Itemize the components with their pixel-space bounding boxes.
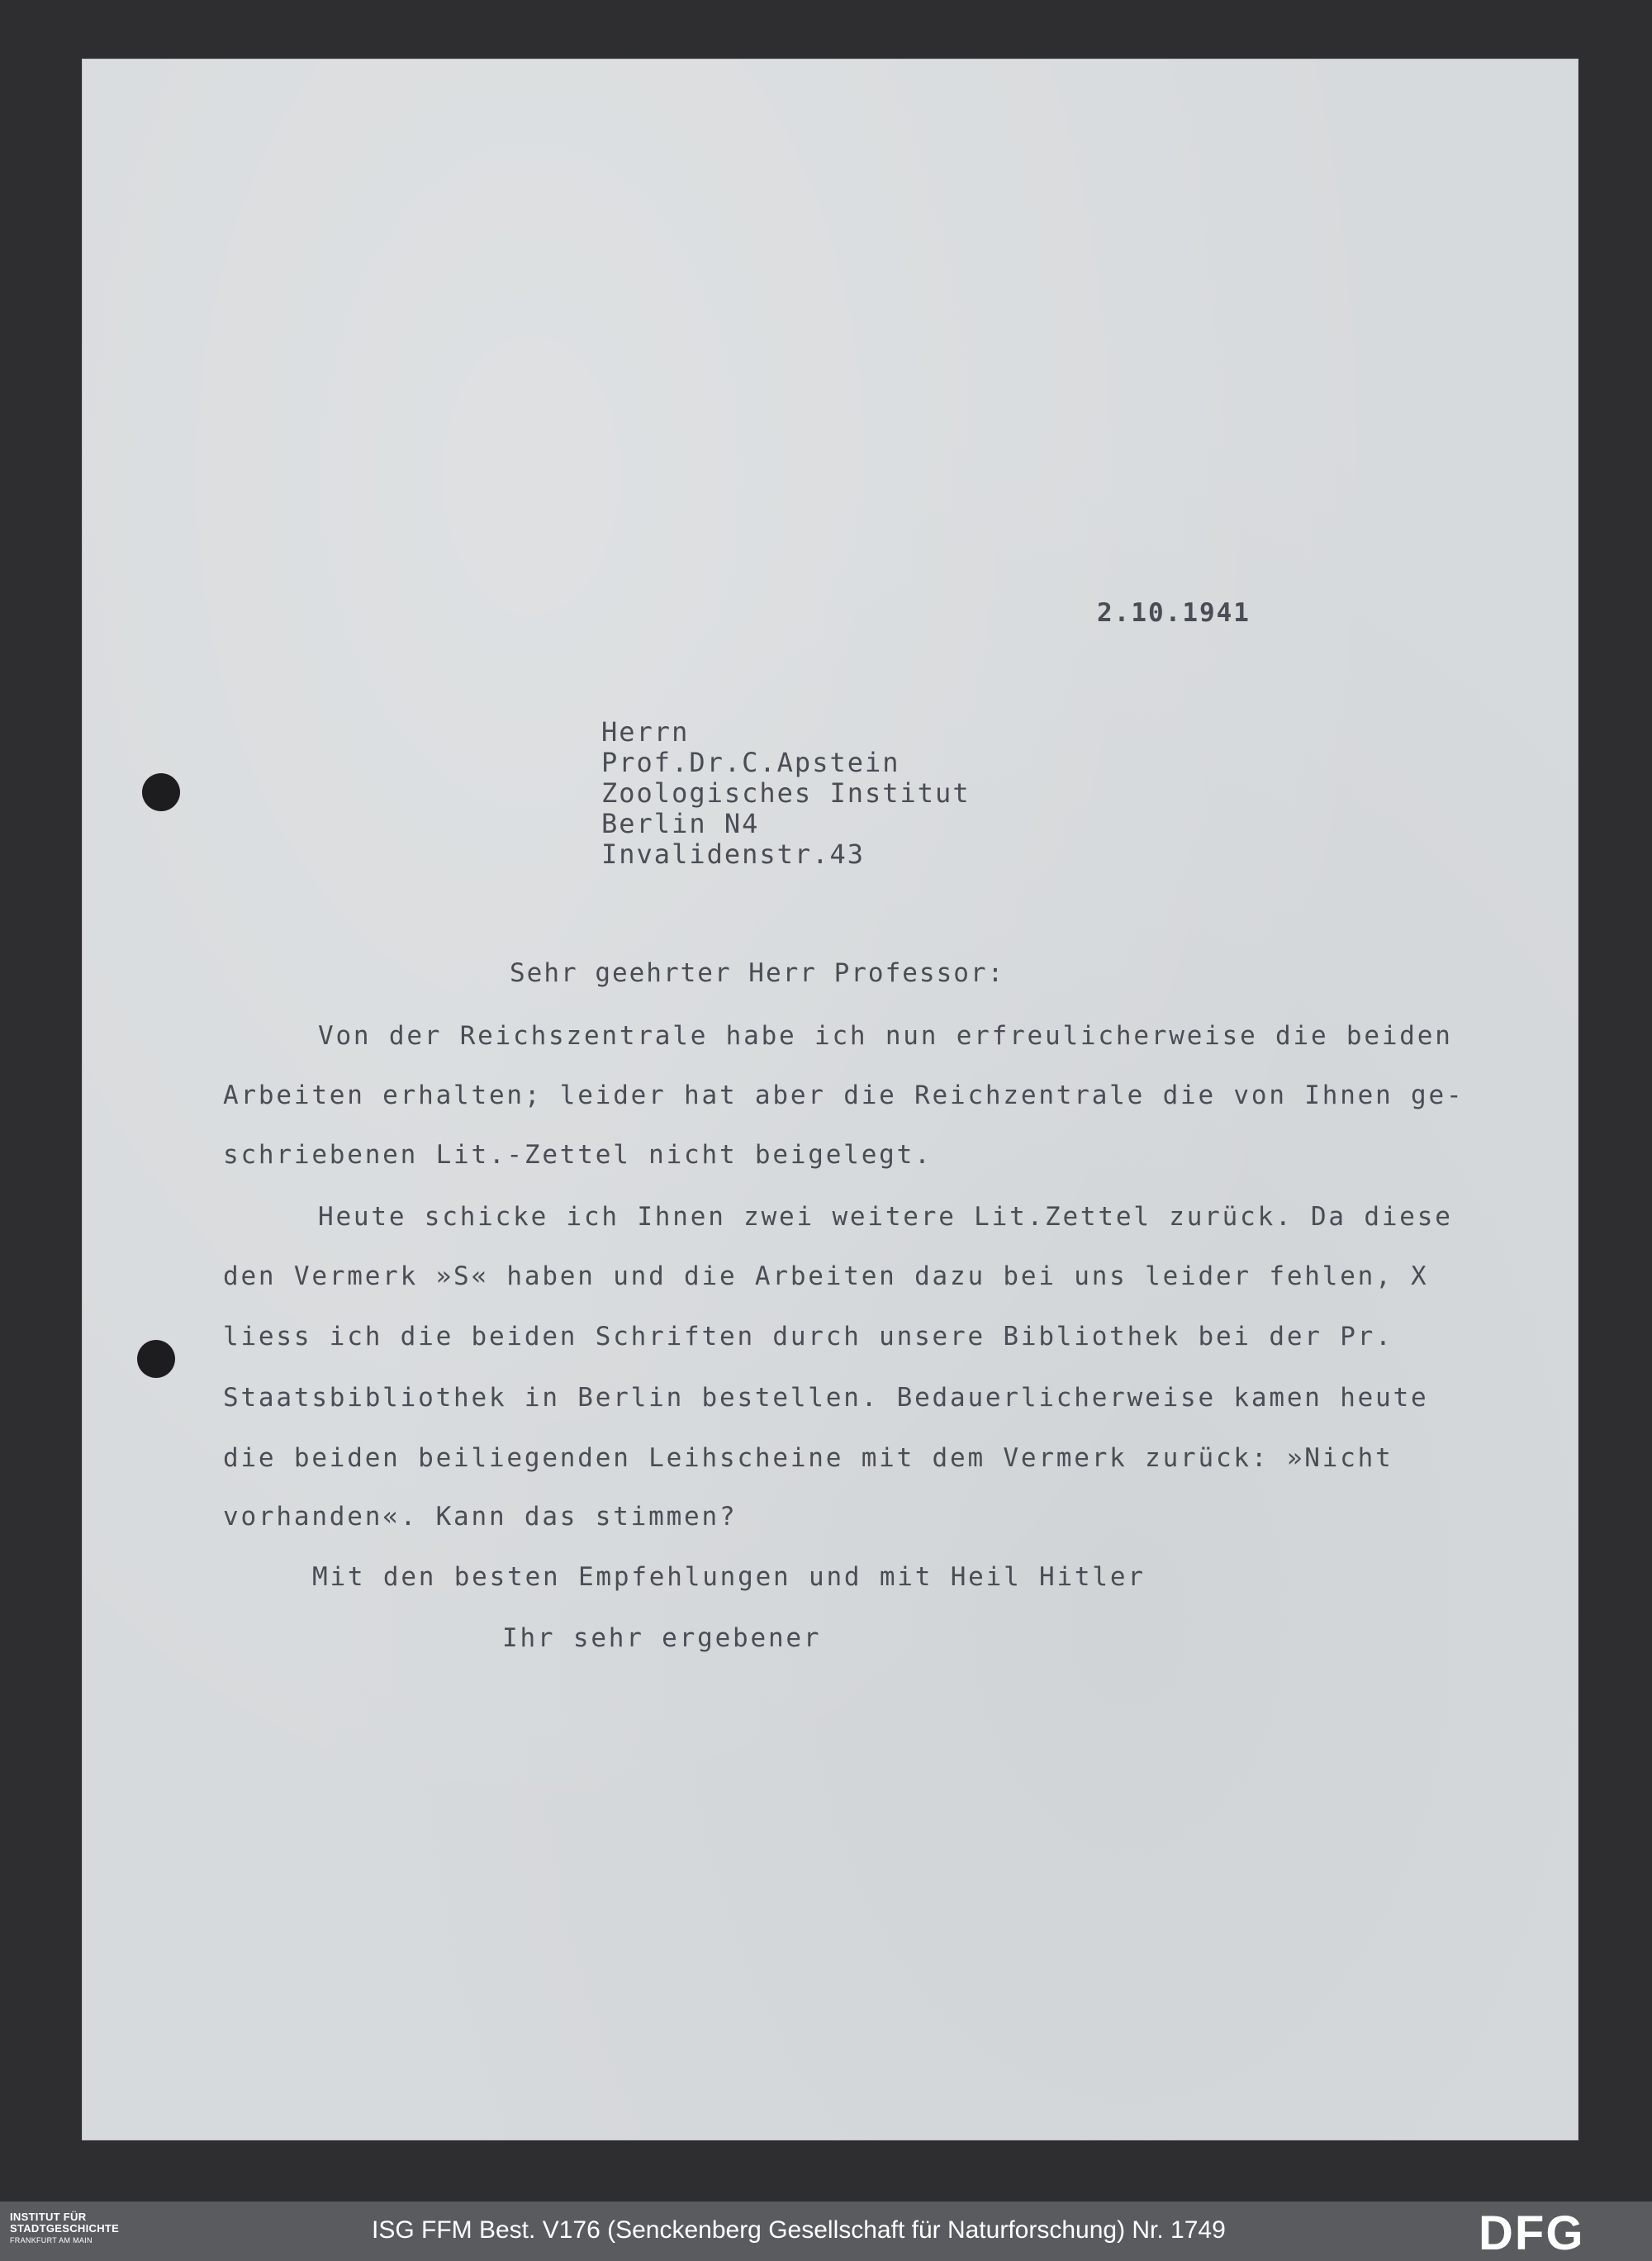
body-line: Von der Reichszentrale habe ich nun erfreulicherweise die beiden [318, 1021, 1453, 1051]
address-line: Prof.Dr.C.Apstein [601, 747, 900, 778]
punch-hole-bottom [137, 1340, 175, 1378]
address-line: Zoologisches Institut [601, 777, 971, 809]
body-line: schriebenen Lit.-Zettel nicht beigelegt. [223, 1140, 933, 1170]
institute-name-line: INSTITUT FÜR [10, 2211, 87, 2223]
address-line: Invalidenstr.43 [601, 838, 865, 870]
body-line: den Vermerk »S« haben und die Arbeiten dazu bei uns leider fehlen, X [223, 1261, 1429, 1291]
salutation: Sehr geehrter Herr Professor: [510, 958, 1005, 988]
archive-caption: ISG FFM Best. V176 (Senckenberg Gesellschaft für Naturforschung) Nr. 1749 [372, 2216, 1226, 2244]
institute-logo [10, 2211, 119, 2246]
address-line: Berlin N4 [601, 808, 760, 839]
body-line: Staatsbibliothek in Berlin bestellen. Bedauerlicherweise kamen heute [223, 1383, 1429, 1413]
institute-name-line: STADTGESCHICHTE [10, 2222, 120, 2235]
punch-hole-top [142, 773, 180, 811]
closing-line: Mit den besten Empfehlungen und mit Heil Hitler [312, 1562, 1146, 1592]
body-line: vorhanden«. Kann das stimmen? [223, 1502, 738, 1532]
address-line: Herrn [601, 716, 690, 748]
body-line: die beiden beiliegenden Leihscheine mit dem Vermerk zurück: »Nicht [223, 1443, 1393, 1473]
institute-city: FRANKFURT AM MAIN [10, 2236, 93, 2244]
body-line: Arbeiten erhalten; leider hat aber die Reichzentrale die von Ihnen ge- [223, 1081, 1464, 1110]
body-line: liess ich die beiden Schriften durch unsere Bibliothek bei der Pr. [223, 1322, 1393, 1351]
dfg-logo [1475, 2206, 1640, 2256]
body-line: Heute schicke ich Ihnen zwei weitere Lit.Zettel zurück. Da diese [318, 1202, 1453, 1232]
signoff-line: Ihr sehr ergebener [502, 1623, 822, 1653]
dfg-logo-text: DFG [1479, 2206, 1585, 2256]
archive-footer-bar [0, 2202, 1652, 2261]
letter-date: 2.10.1941 [1097, 598, 1251, 628]
